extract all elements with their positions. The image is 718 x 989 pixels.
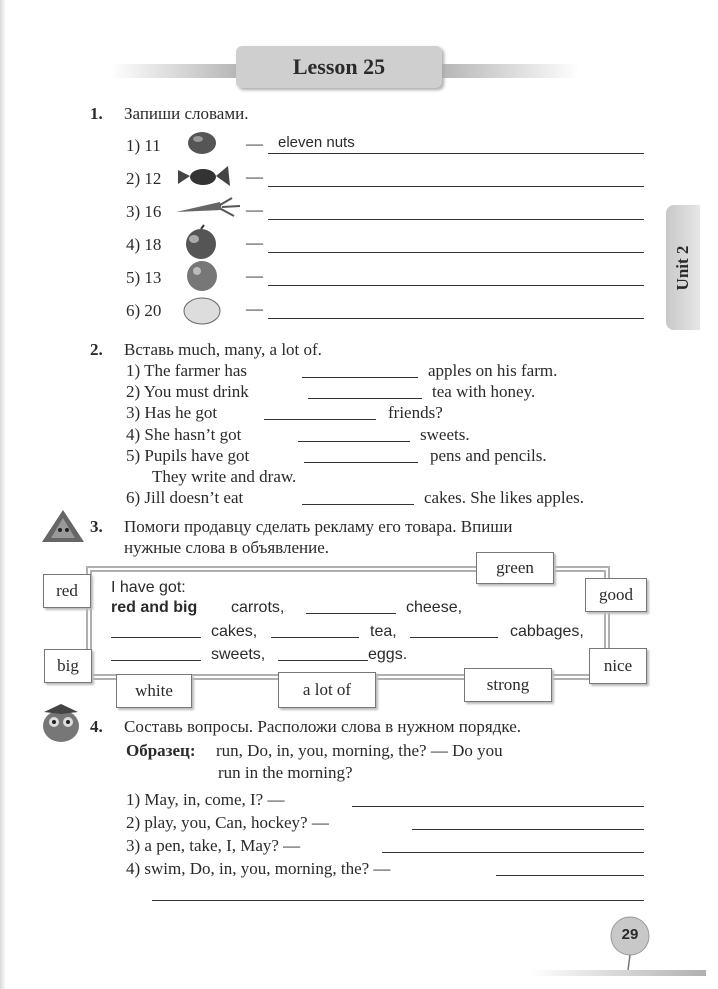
ex2-item-1-blank[interactable] xyxy=(302,362,418,378)
ex2-item-4-start: 4) She hasn’t got xyxy=(126,425,242,444)
page-number-balloon xyxy=(606,914,654,976)
ex1-item-5-answer-line[interactable] xyxy=(268,268,644,286)
ex3-instruction-line1: Помоги продавцу сделать рекламу его товара. Впиши xyxy=(124,517,513,536)
ex2-item-2-end: tea with honey. xyxy=(432,382,536,401)
ex2-item-2-blank[interactable] xyxy=(308,383,422,399)
ex2-item-6-end: cakes. She likes apples. xyxy=(424,488,585,507)
ex1-item-6-label: 6) 20 xyxy=(126,301,162,320)
dash: — xyxy=(246,200,263,219)
dash: — xyxy=(246,299,263,318)
ex4-item-3: 3) a pen, take, I, May? — xyxy=(126,836,301,855)
ex2-item-5-start: 5) Pupils have got xyxy=(126,446,250,465)
ad-blank-3[interactable] xyxy=(271,624,359,638)
word-card-good[interactable]: good xyxy=(585,578,647,612)
ex4-item-2: 2) play, you, Can, hockey? — xyxy=(126,813,329,832)
ad-word-sweets: sweets, xyxy=(211,646,266,663)
ad-word-eggs: eggs. xyxy=(368,646,408,663)
dash: — xyxy=(246,266,263,285)
ex2-item-5-blank[interactable] xyxy=(304,447,418,463)
ex4-extra-answer-line[interactable] xyxy=(152,886,644,901)
orange-icon xyxy=(182,258,222,294)
lemon-icon xyxy=(180,294,224,328)
word-card-a-lot-of[interactable]: a lot of xyxy=(278,672,376,708)
ex2-item-2-start: 2) You must drink xyxy=(126,382,249,401)
ex3-instruction-line2: нужные слова в объявление. xyxy=(124,538,329,557)
ex4-item-1: 1) May, in, come, I? — xyxy=(126,790,285,809)
ad-word-cakes: cakes, xyxy=(211,623,258,640)
ex4-item-1-answer-line[interactable] xyxy=(352,791,644,807)
ex2-item-3-blank[interactable] xyxy=(264,404,376,420)
star-group-icon xyxy=(40,508,86,544)
ex4-number: 4. xyxy=(90,717,103,736)
ex4-item-4: 4) swim, Do, in, you, morning, the? — xyxy=(126,859,391,878)
ad-bold-words: red and big xyxy=(111,599,198,616)
ex1-item-3-label: 3) 16 xyxy=(126,202,162,221)
page-number: 29 xyxy=(621,926,639,943)
candy-icon xyxy=(176,162,232,190)
page-shadow xyxy=(0,0,6,989)
dash: — xyxy=(246,167,263,186)
ex2-item-1-end: apples on his farm. xyxy=(428,361,558,380)
word-card-strong[interactable]: strong xyxy=(464,668,552,702)
ex4-item-4-answer-line[interactable] xyxy=(496,860,644,876)
ex1-item-2-answer-line[interactable] xyxy=(268,169,644,187)
ex1-number: 1. xyxy=(90,104,103,123)
ex4-sample-continuation: run in the morning? xyxy=(218,763,353,782)
bottom-bar xyxy=(530,970,706,976)
ex2-item-3-end: friends? xyxy=(388,403,443,422)
word-card-big[interactable]: big xyxy=(44,649,92,683)
ex1-item-2-label: 2) 12 xyxy=(126,169,162,188)
ex1-item-5-label: 5) 13 xyxy=(126,268,162,287)
ex1-item-1-label: 1) 11 xyxy=(126,136,161,155)
ad-blank-2[interactable] xyxy=(111,624,201,638)
ex2-item-1-start: 1) The farmer has xyxy=(126,361,247,380)
ex2-item-5-continuation: They write and draw. xyxy=(152,467,297,486)
ex3-number: 3. xyxy=(90,517,103,536)
ad-word-tea: tea, xyxy=(370,623,397,640)
ex1-item-3-answer-line[interactable] xyxy=(268,202,644,220)
ad-blank-4[interactable] xyxy=(410,624,498,638)
lesson-title: Lesson 25 xyxy=(236,46,442,88)
ad-blank-6[interactable] xyxy=(278,647,368,661)
ex2-item-4-blank[interactable] xyxy=(298,426,410,442)
word-card-red[interactable]: red xyxy=(43,574,91,608)
ex2-item-5-end: pens and pencils. xyxy=(430,446,547,465)
ad-blank-1[interactable] xyxy=(306,600,396,614)
unit-tab-label: Unit 2 xyxy=(673,245,692,290)
word-card-nice[interactable]: nice xyxy=(589,648,647,684)
ad-word-cabbages: cabbages, xyxy=(510,623,584,640)
ex1-item-1-answer: eleven nuts xyxy=(278,134,355,151)
ex4-item-3-answer-line[interactable] xyxy=(382,837,644,853)
ex2-item-3-start: 3) Has he got xyxy=(126,403,218,422)
ex2-instruction: Вставь much, many, a lot of. xyxy=(124,340,322,359)
owl-icon xyxy=(38,702,84,744)
ex1-item-4-answer-line[interactable] xyxy=(268,235,644,253)
ex4-instruction: Составь вопросы. Расположи слова в нужном порядке. xyxy=(124,717,521,736)
word-card-green[interactable]: green xyxy=(476,552,554,584)
ex2-item-6-start: 6) Jill doesn’t eat xyxy=(126,488,244,507)
unit-tab xyxy=(666,205,700,330)
page-edge xyxy=(706,0,718,989)
ex1-instruction: Запиши словами. xyxy=(124,104,249,123)
word-card-white[interactable]: white xyxy=(116,674,192,708)
ex2-item-4-end: sweets. xyxy=(420,425,470,444)
nut-icon xyxy=(184,130,220,156)
ad-heading: I have got: xyxy=(111,579,186,596)
ex2-item-6-blank[interactable] xyxy=(302,489,414,505)
dash: — xyxy=(246,233,263,252)
ex1-item-6-answer-line[interactable] xyxy=(268,301,644,319)
ex4-sample-text: run, Do, in, you, morning, the? — Do you xyxy=(216,741,503,760)
ex4-item-2-answer-line[interactable] xyxy=(412,814,644,830)
carrot-icon xyxy=(174,196,244,220)
apple-icon xyxy=(180,224,222,260)
ad-word-cheese: cheese, xyxy=(406,599,463,616)
ad-word-carrots: carrots, xyxy=(231,599,285,616)
ex2-number: 2. xyxy=(90,340,103,359)
ad-blank-5[interactable] xyxy=(111,647,201,661)
dash: — xyxy=(246,134,263,153)
ex4-sample-label: Образец: xyxy=(126,741,196,760)
ex1-item-4-label: 4) 18 xyxy=(126,235,162,254)
